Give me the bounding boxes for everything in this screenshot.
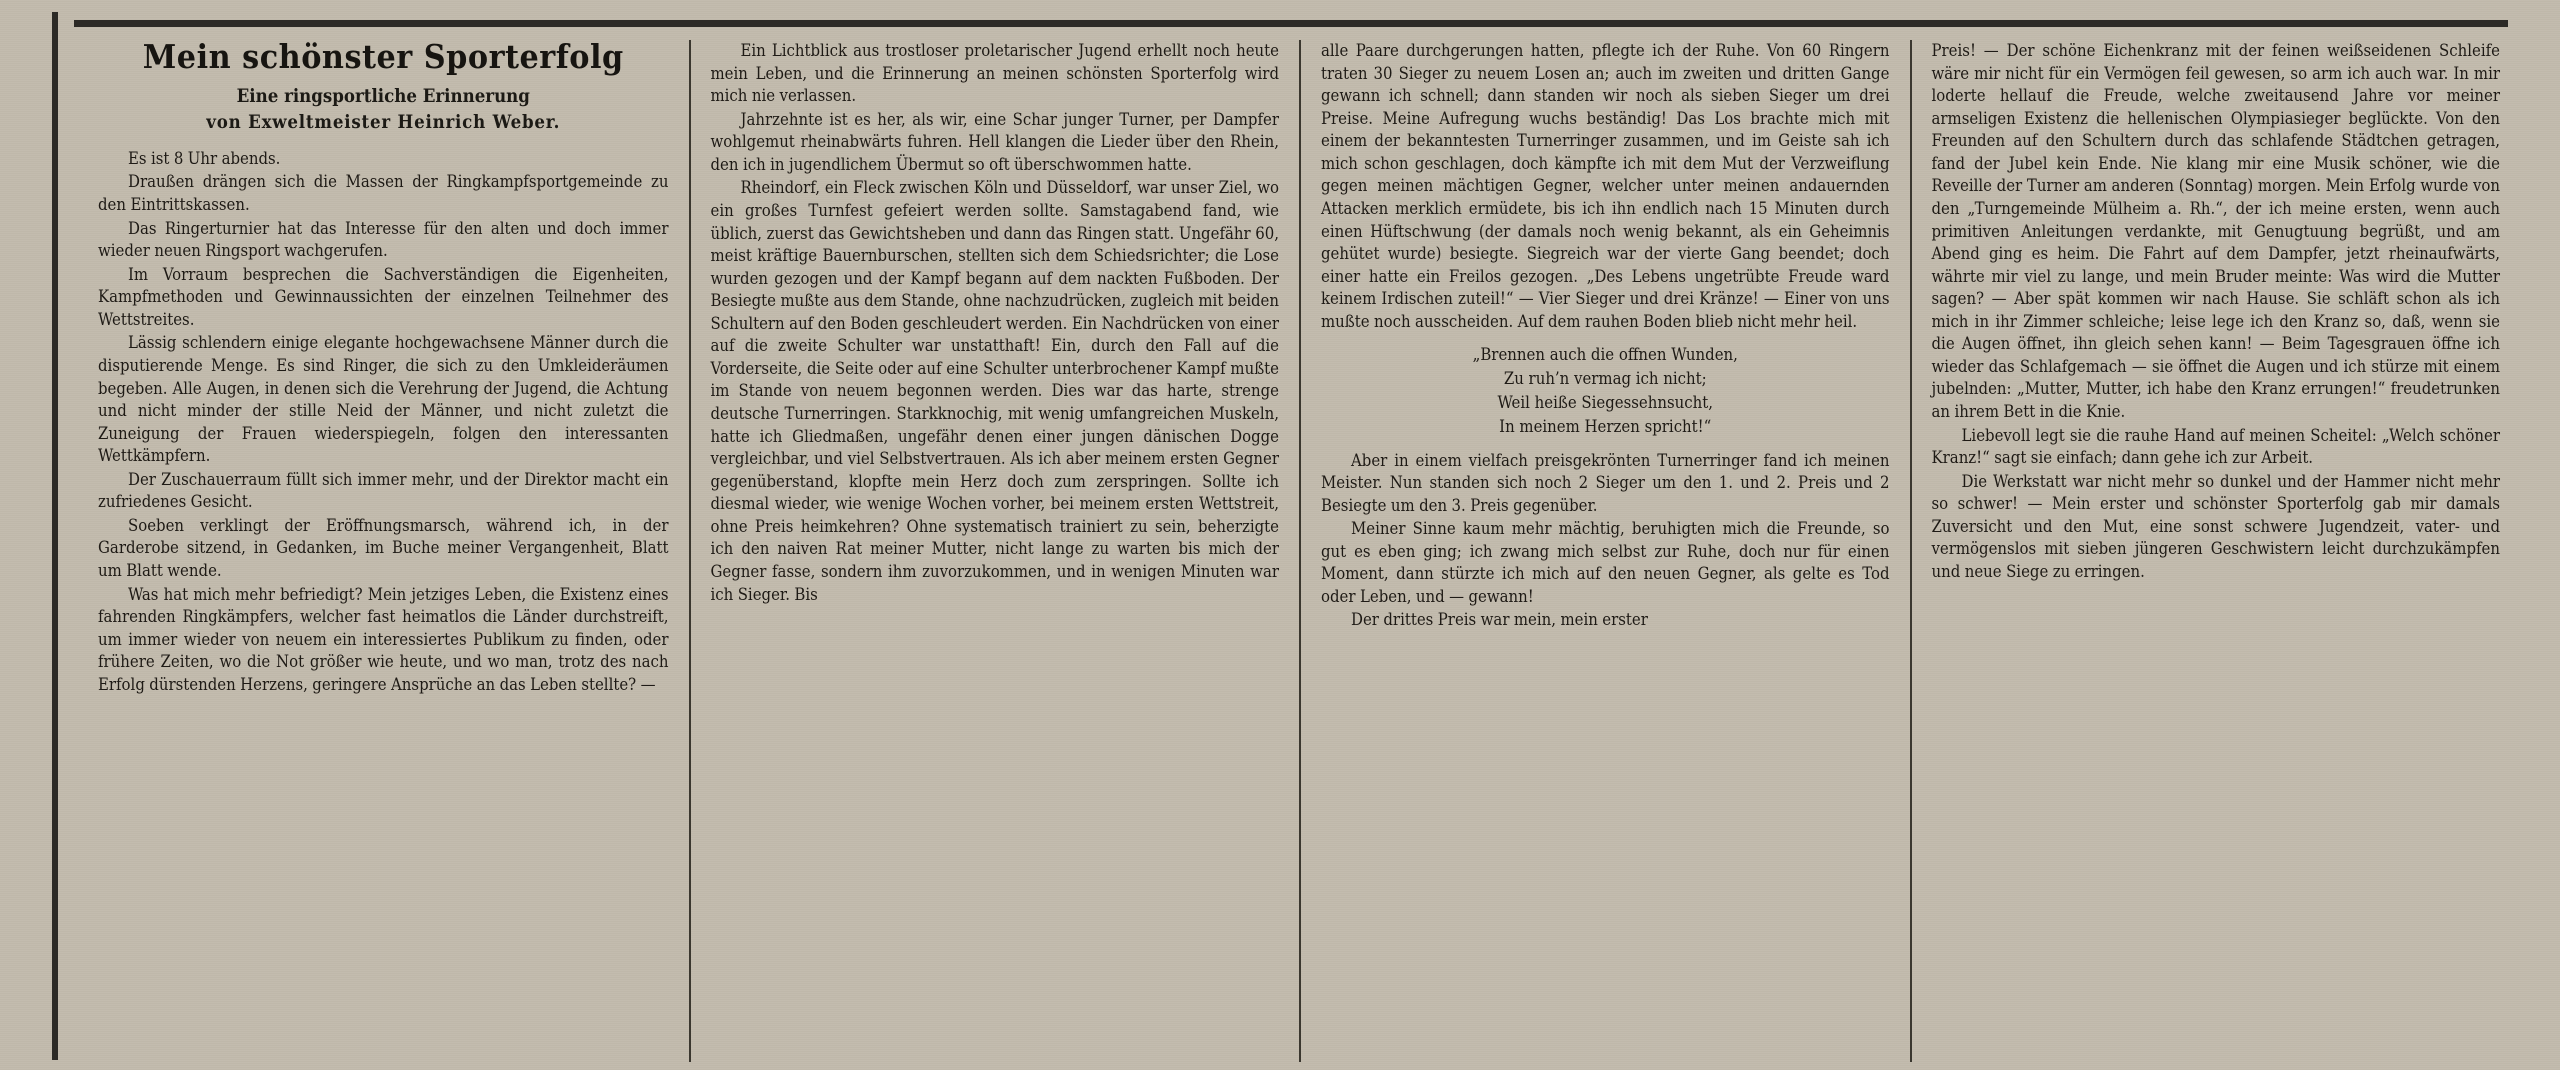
paragraph: Die Werkstatt war nicht mehr so dunkel und der Hammer nicht mehr so schwer! — Mein erster und schönster Sporterfolg gab mir damals Zuversicht und den Mut, eine sonst schwere Jugendzeit, vater- und vermögenslos mit sieben jüngeren Geschwistern leicht durchzukämpfen und neue Siege zu erringen.	[1931, 471, 2500, 581]
paragraph: Draußen drängen sich die Massen der Ringkampfsportgemeinde zu den Eintrittskassen.	[98, 172, 669, 215]
poem-verse	[1321, 343, 1890, 439]
paragraph: Lässig schlendern einige elegante hochgewachsene Männer durch die disputierende Menge. Es sind Ringer, die sich zu den Umkleideräumen begeben. Alle Augen, in denen sich die Verehrung der Jugend, die Achtung und nicht minder der stille Neid der Männer, und nicht zuletzt die Zuneigung der Frauen wiederspiegeln, folgen den interessanten Wettkämpfern.	[98, 333, 669, 466]
verse-line: Zu ruh’n vermag ich nicht;	[1503, 369, 1707, 389]
paragraph: Der drittes Preis war mein, mein erster	[1351, 610, 1648, 630]
article-byline: von Exweltmeister Heinrich Weber.	[206, 111, 561, 133]
paragraph: Ein Lichtblick aus trostloser proletarischer Jugend erhellt noch heute mein Leben, und die Erinnerung an meinen schönsten Sporterfolg wird mich nie verlassen.	[710, 41, 1279, 106]
paragraph: Es ist 8 Uhr abends.	[128, 148, 281, 168]
paragraph: Meiner Sinne kaum mehr mächtig, beruhigten mich die Freunde, so gut es eben ging; ich zwang mich selbst zur Ruhe, doch nur für einen Moment, dann stürzte ich mich auf den neuen Gegner, als gelte es Tod oder Leben, und — gewann!	[1321, 519, 1890, 606]
column-1	[78, 37, 689, 1062]
paragraph: Das Ringerturnier hat das Interesse für den alten und doch immer wieder neuen Ringsport wachgerufen.	[98, 218, 669, 261]
paragraph: Liebevoll legt sie die rauhe Hand auf meinen Scheitel: „Welch schöner Kranz!“ sagt sie einfach; dann gehe ich zur Arbeit.	[1931, 425, 2500, 468]
verse-line: Weil heiße Siegessehnsucht,	[1497, 393, 1713, 413]
column-4	[1910, 40, 2521, 1062]
paragraph: Aber in einem vielfach preisgekrönten Turnerringer fand ich meinen Meister. Nun standen sich noch 2 Sieger um den 1. und 2. Preis und 2 Besiegte um den 3. Preis gegenüber.	[1321, 450, 1890, 515]
paragraph: Der Zuschauerraum füllt sich immer mehr, und der Direktor macht ein zufriedenes Gesicht.	[98, 469, 669, 512]
verse-line: In meinem Herzen spricht!“	[1499, 417, 1712, 437]
paragraph: Rheindorf, ein Fleck zwischen Köln und Düsseldorf, war unser Ziel, wo ein großes Turnfest gefeiert werden sollte. Samstagabend fand, wie üblich, zuerst das Gewichtsheben und dann das Ringen statt. Ungefähr 60, meist kräftige Bauernburschen, stellten sich dem Schiedsrichter; die Lose wurden gezogen und der Kampf begann auf dem nackten Fußboden. Der Besiegte mußte aus dem Stande, ohne nachzudrücken, zugleich mit beiden Schultern auf den Boden geschleudert werden. Ein Nachdrücken von einer auf die zweite Schulter war unstatthaft! Ein, durch den Fall auf die Vorderseite, die Seite oder auf eine Schulter unterbrochener Kampf mußte im Stande von neuem begonnen werden. Dies war das harte, strenge deutsche Turnerringen. Starkknochig, mit wenig umfangreichen Muskeln, hatte ich Gliedmaßen, ungefähr denen einer jungen dänischen Dogge vergleichbar, und viel Selbstvertrauen. Als ich aber meinem ersten Gegner gegenüberstand, klopfte mein Herz doch zum zerspringen. Sollte ich diesmal wieder, wie wenige Wochen vorher, bei meinem ersten Wettstreit, ohne Preis heimkehren? Ohne systematisch trainiert zu sein, beherzigte ich den naiven Rat meiner Mutter, nicht lange zu warten bis mich der Gegner fasse, sondern ihm zuvorzukommen, und in wenigen Minuten war ich Sieger. Bis	[710, 178, 1279, 604]
left-border-rule	[52, 12, 58, 1060]
paragraph: Preis! — Der schöne Eichenkranz mit der feinen weißseidenen Schleife wäre mir nicht für ein Vermögen feil gewesen, so arm ich auch war. In mir loderte hellauf die Freude, welche zweitausend Jahre vor meiner armseligen Existenz die hellenischen Olympiasieger beglückte. Von den Freunden auf den Schultern durch das schlafende Städtchen getragen, fand der Jubel kein Ende. Nie klang mir eine Musik schöner, wie die Reveille der Turner am anderen (Sonntag) morgen. Mein Erfolg wurde von den „Turngemeinde Mülheim a. Rh.“, der ich meine ersten, wenn auch primitiven Anleitungen verdankte, mit Genugtuung begrüßt, und am Abend ging es heim. Die Fahrt auf dem Dampfer, jetzt rheinaufwärts, währte mir viel zu lange, und mein Bruder meinte: Was wird die Mutter sagen? — Aber spät kommen wir nach Hause. Sie schläft schon als ich mich in ihr Zimmer schleiche; leise lege ich den Kranz so, daß, wenn sie die Augen öffnet, ihn gleich sehen kann! — Beim Tagesgrauen öffne ich wieder das Schlafgemach — sie öffnet die Augen und ich stürze mit einem jubelnden: „Mutter, Mutter, ich habe den Kranz errungen!“ freudetrunken an ihrem Bett in die Knie.	[1931, 41, 2500, 421]
paragraph: Soeben verklingt der Eröffnungsmarsch, während ich, in der Garderobe sitzend, in Gedanken, im Buche meiner Vergangenheit, Blatt um Blatt wende.	[98, 515, 669, 581]
paragraph: alle Paare durchgerungen hatten, pflegte ich der Ruhe. Von 60 Ringern traten 30 Sieger zu neuem Losen an; auch im zweiten und dritten Gange gewann ich schnell; dann standen wir noch als sieben Sieger um drei Preise. Meine Aufregung wuchs beständig! Das Los brachte mich mit einem der bekanntesten Turnerringer zusammen, und im Geiste sah ich mich schon geschlagen, doch kämpfte ich mit dem Mut der Verzweiflung gegen meinen mächtigen Gegner, welcher unter meinen andauernden Attacken merklich ermüdete, bis ich ihn endlich nach 15 Minuten durch einen Hüftschwung (der damals noch wenig bekannt, als ein Geheimnis gehütet wurde) besiegte. Siegreich war der vierte Gang beendet; doch einer hatte ein Freilos gezogen. „Des Lebens ungetrübte Freude ward keinem Irdischen zuteil!“ — Vier Sieger und drei Kränze! — Einer von uns mußte noch ausscheiden. Auf dem rauhen Boden blieb nicht mehr heil.	[1321, 41, 1890, 331]
paragraph: Im Vorraum besprechen die Sachverständigen die Eigenheiten, Kampfmethoden und Gewinnaussichten der einzelnen Teilnehmer des Wettstreites.	[98, 264, 669, 329]
paragraph: Jahrzehnte ist es her, als wir, eine Schar junger Turner, per Dampfer wohlgemut rheinabwärts fuhren. Hell klangen die Lieder über den Rhein, den ich in jugendlichem Übermut so oft überschwommen hatte.	[710, 109, 1279, 174]
paragraph: Was hat mich mehr befriedigt? Mein jetziges Leben, die Existenz eines fahrenden Ringkämpfers, welcher fast heimatlos die Länder durchstreift, um immer wieder von neuem ein interessiertes Publikum zu finden, oder frühere Zeiten, wo die Not größer wie heute, und wo man, trotz des nach Erfolg dürstenden Herzens, geringere Ansprüche an das Leben stellte? —	[98, 584, 669, 694]
article-columns	[78, 37, 2520, 1062]
column-2	[689, 40, 1300, 1062]
verse-line: „Brennen auch die offnen Wunden,	[1472, 345, 1738, 365]
page-title: Mein schönster Sporterfolg	[142, 37, 624, 76]
article-subtitle: Eine ringsportliche Erinnerung	[236, 85, 530, 107]
top-border-rule	[74, 20, 2508, 27]
column-3	[1299, 40, 1910, 1062]
